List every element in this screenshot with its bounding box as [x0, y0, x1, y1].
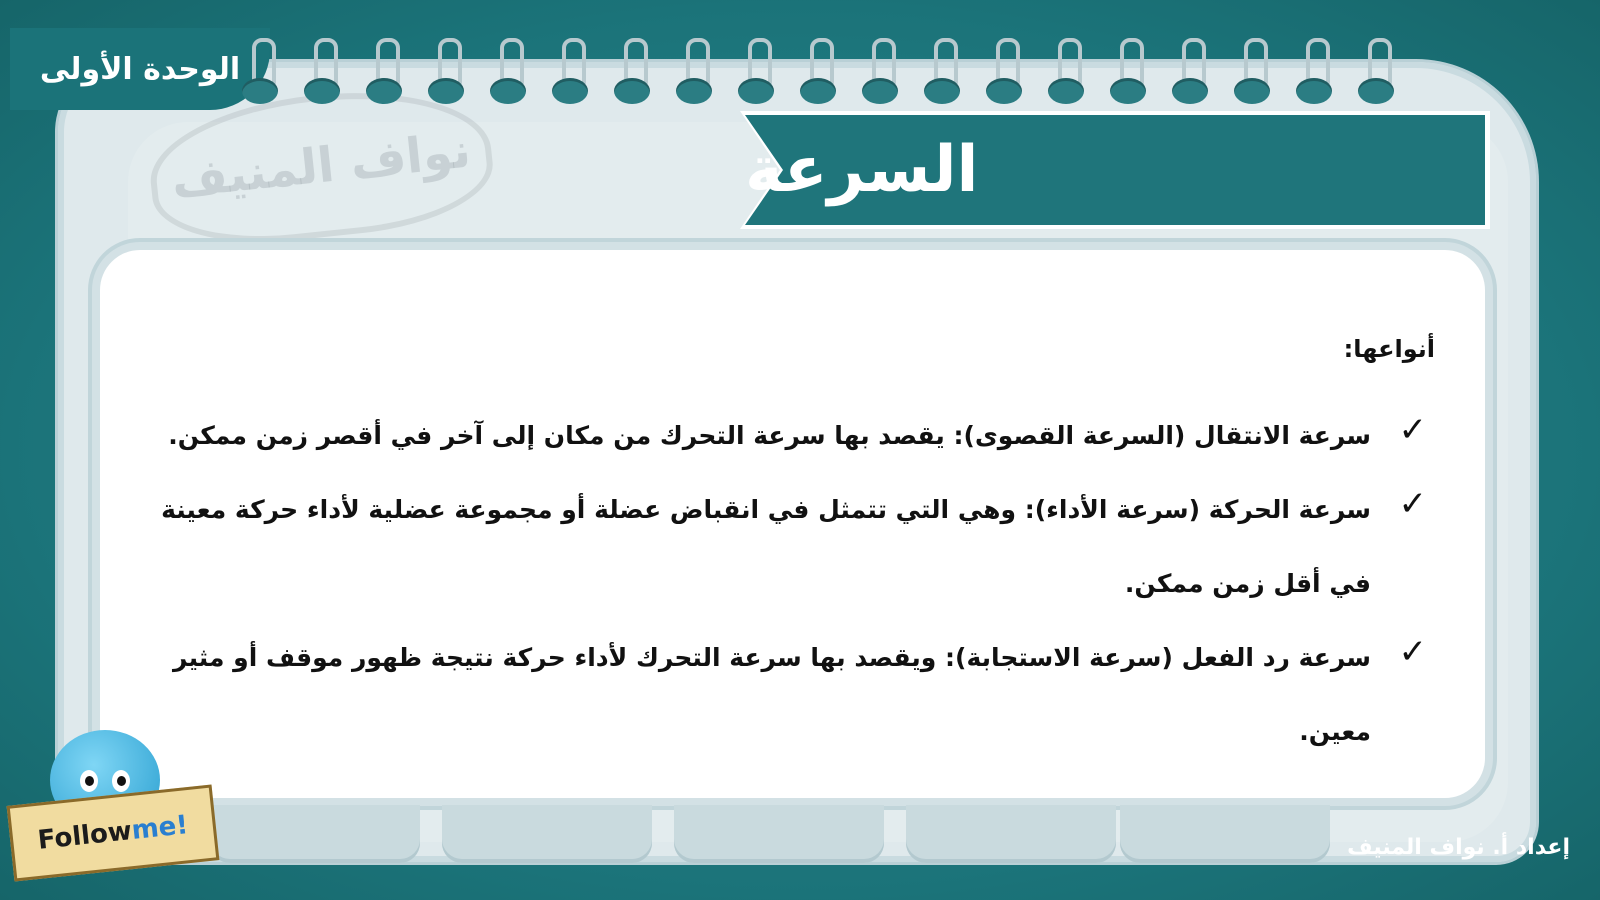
bird-eye: [80, 770, 98, 792]
check-icon: ✓: [1398, 632, 1427, 672]
ring: [426, 38, 466, 110]
list-item-text: سرعة الانتقال (السرعة القصوى): يقصد بها سرعة التحرك من مكان إلى آخر في أقصر زمن ممكن.: [168, 421, 1371, 450]
content-body: [135, 335, 1435, 769]
list-item: [135, 621, 1435, 769]
ring: [674, 38, 714, 110]
check-icon: ✓: [1398, 484, 1427, 524]
subheading: أنواعها:: [1343, 335, 1435, 363]
me-text: me!: [130, 810, 190, 846]
list-item-text: سرعة الحركة (سرعة الأداء): وهي التي تتمثل في انقباض عضلة أو مجموعة عضلية لأداء حركة معينة في أقل زمن ممكن.: [161, 495, 1371, 598]
ring: [550, 38, 590, 110]
ring: [798, 38, 838, 110]
ring: [984, 38, 1024, 110]
notebook-tab: [210, 805, 420, 863]
ring: [922, 38, 962, 110]
ring: [1046, 38, 1086, 110]
ring: [1356, 38, 1396, 110]
ring: [240, 38, 280, 110]
ring: [488, 38, 528, 110]
ring: [364, 38, 404, 110]
follow-text: Follow: [36, 816, 134, 856]
notebook-tab: [674, 805, 884, 863]
ring: [612, 38, 652, 110]
follow-me-badge[interactable]: [10, 720, 210, 890]
list-item-text: سرعة رد الفعل (سرعة الاستجابة): ويقصد بها سرعة التحرك لأداء حركة نتيجة ظهور موقف أو مثير معين.: [173, 643, 1371, 746]
notebook-tab: [906, 805, 1116, 863]
ring: [860, 38, 900, 110]
bird-eye: [112, 770, 130, 792]
slide-title: السرعة: [745, 133, 979, 207]
watermark-stamp: نواف المنيف: [144, 78, 499, 255]
list-item: [135, 399, 1435, 473]
ring: [1108, 38, 1148, 110]
notebook-tab: [1120, 805, 1330, 863]
ring: [302, 38, 342, 110]
notebook-tabs: [210, 805, 1330, 865]
check-icon: ✓: [1398, 410, 1427, 450]
notebook-tab: [442, 805, 652, 863]
spiral-rings: [240, 38, 1420, 110]
ring: [1232, 38, 1272, 110]
ring: [1170, 38, 1210, 110]
follow-me-sign[interactable]: [7, 784, 220, 881]
author-credit: إعداد أ. نواف المنيف: [1347, 835, 1570, 860]
ring: [736, 38, 776, 110]
ring: [1294, 38, 1334, 110]
unit-label: الوحدة الأولى: [10, 28, 270, 110]
list-item: [135, 473, 1435, 621]
